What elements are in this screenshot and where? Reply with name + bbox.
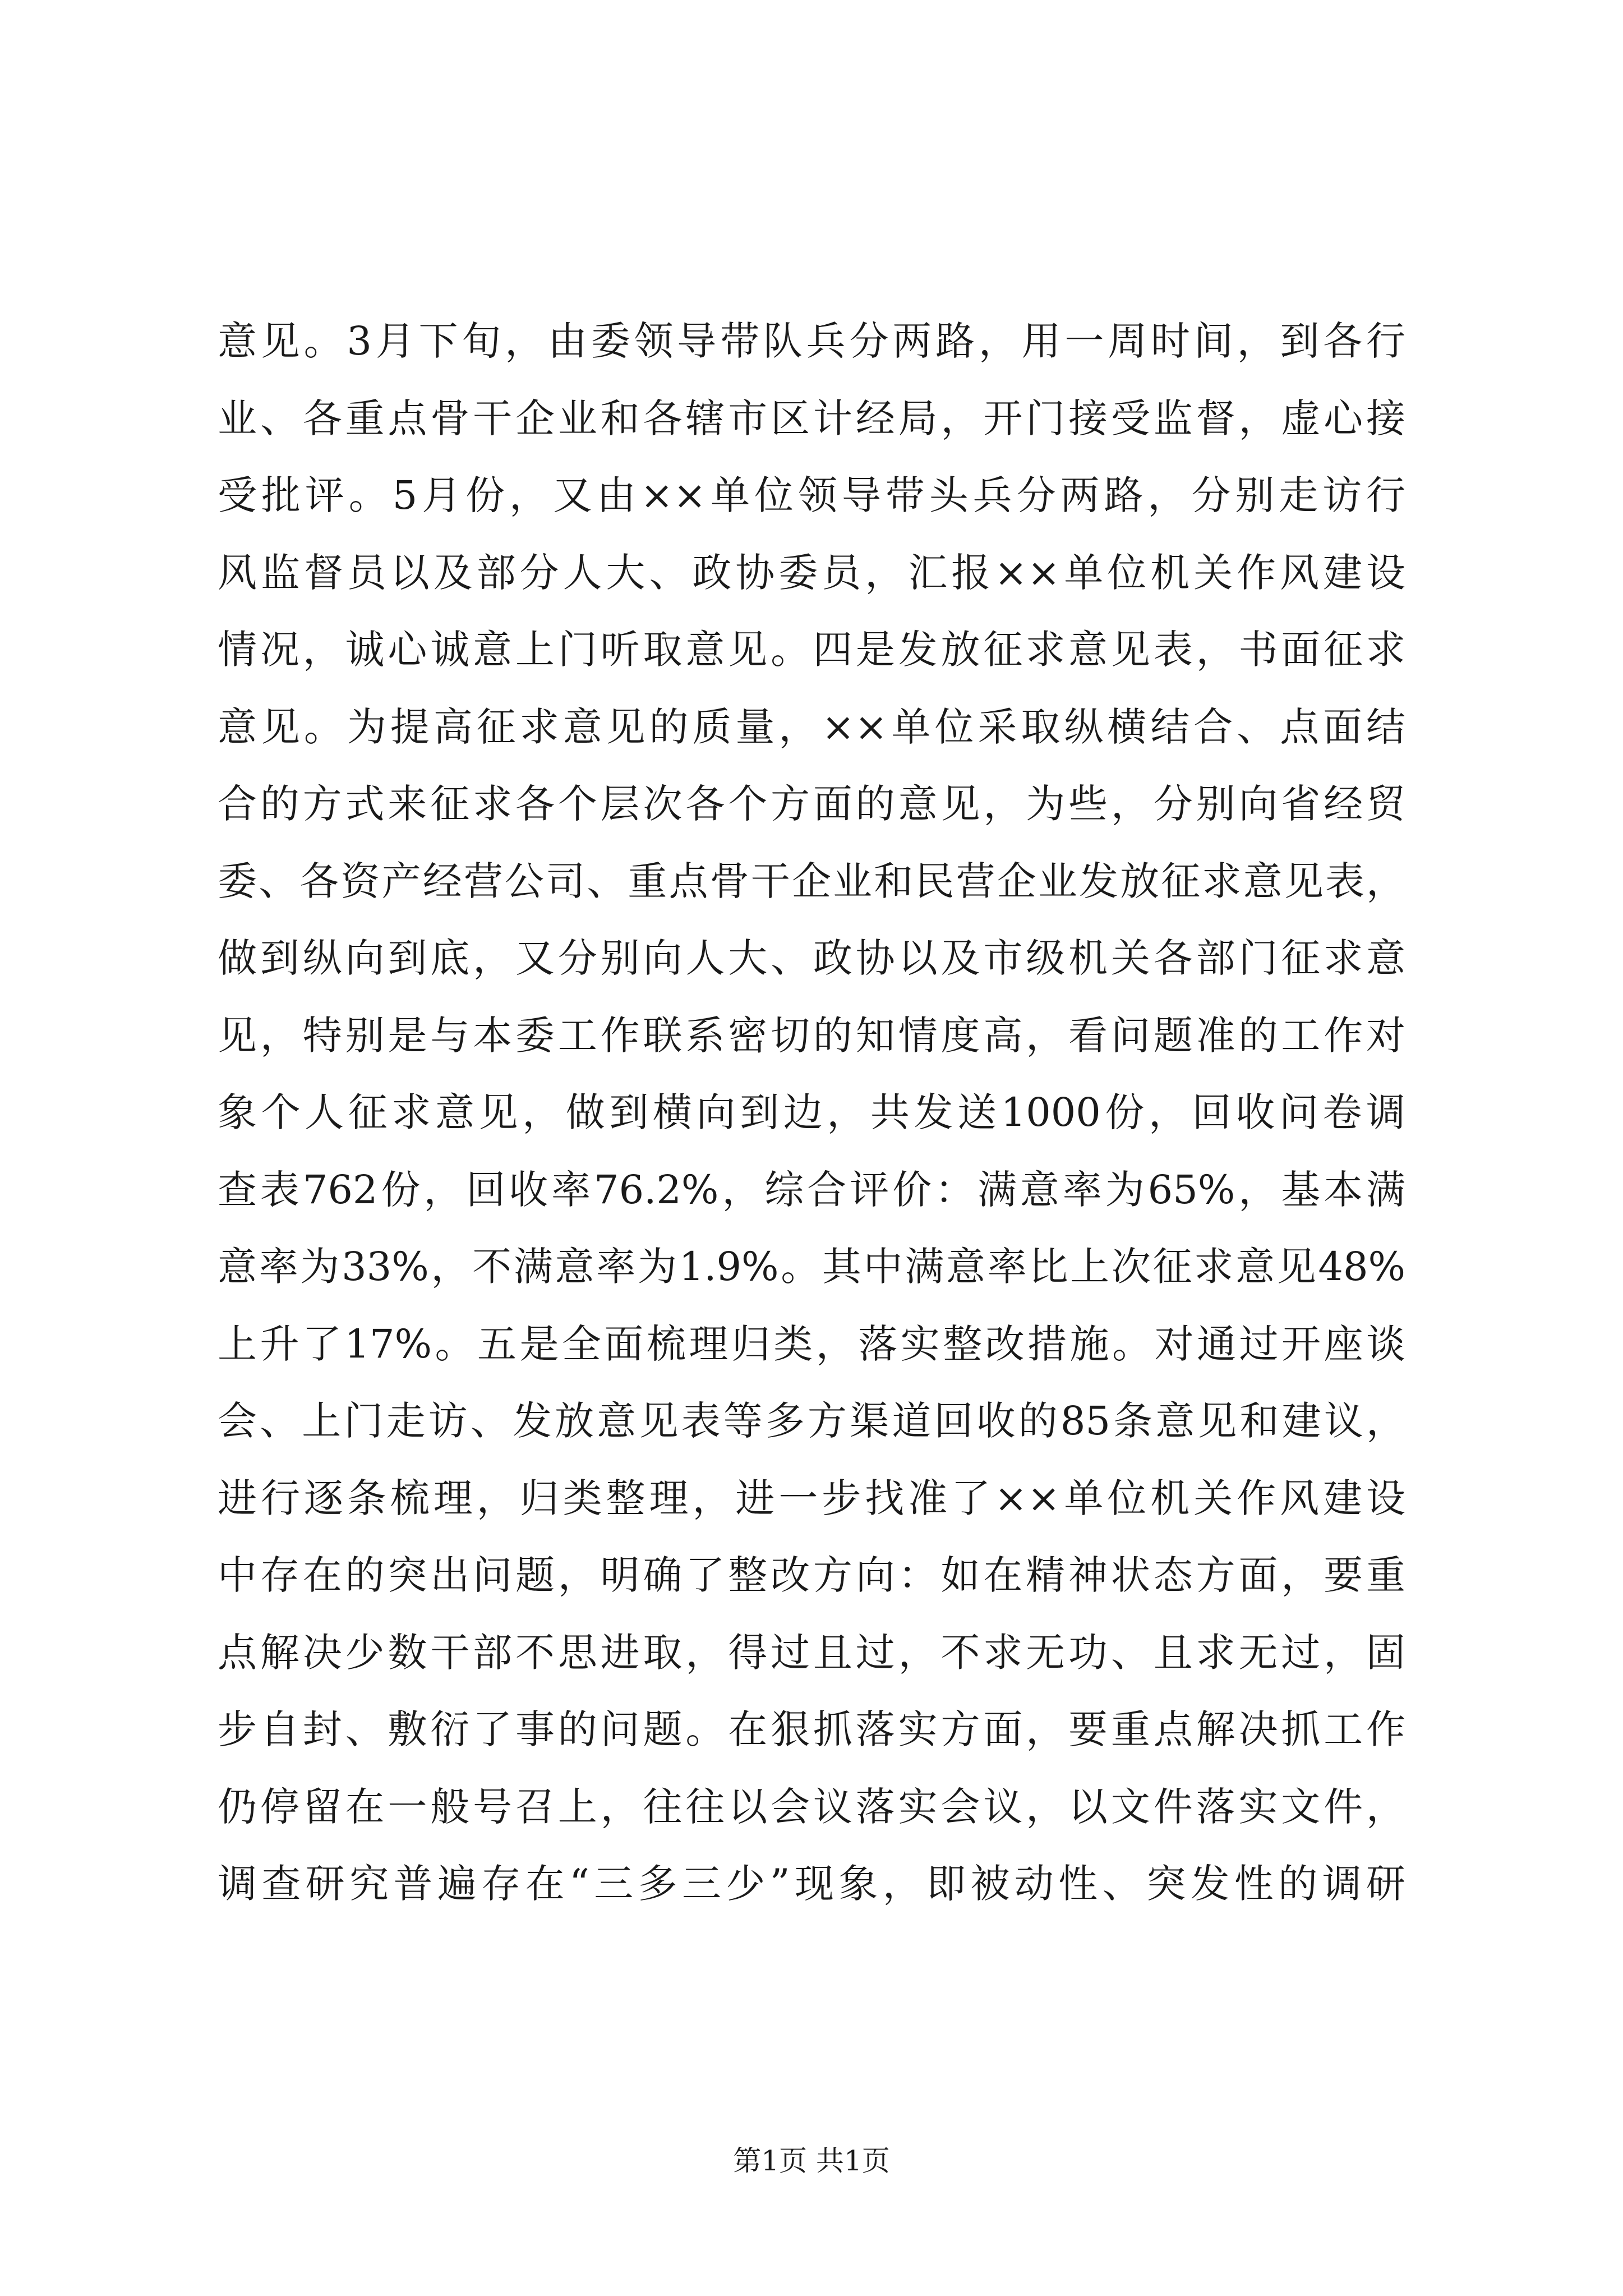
text-line: 意见。3月下旬，由委领导带队兵分两路，用一周时间，到各行 bbox=[218, 318, 1405, 364]
text-line: 步自封、敷衍了事的问题。在狠抓落实方面，要重点解决抓工作 bbox=[218, 1706, 1405, 1752]
text-line: 见，特别是与本委工作联系密切的知情度高，看问题准的工作对 bbox=[218, 1012, 1405, 1059]
text-line: 调查研究普遍存在“三多三少”现象，即被动性、突发性的调研 bbox=[218, 1861, 1405, 1907]
text-line: 上升了17%。五是全面梳理归类，落实整改措施。对通过开座谈 bbox=[218, 1320, 1405, 1367]
text-line: 委、各资产经营公司、重点骨干企业和民营企业发放征求意见表， bbox=[218, 858, 1405, 904]
text-line: 仍停留在一般号召上，往往以会议落实会议，以文件落实文件， bbox=[218, 1783, 1405, 1830]
text-line: 意见。为提高征求意见的质量，××单位采取纵横结合、点面结 bbox=[218, 703, 1405, 750]
text-line: 查表762份，回收率76.2%，综合评价：满意率为65%，基本满 bbox=[218, 1166, 1405, 1213]
text-line: 象个人征求意见，做到横向到边，共发送1000份，回收问卷调 bbox=[218, 1089, 1405, 1135]
text-line: 会、上门走访、发放意见表等多方渠道回收的85条意见和建议， bbox=[218, 1398, 1405, 1444]
text-line: 业、各重点骨干企业和各辖市区计经局，开门接受监督，虚心接 bbox=[218, 395, 1405, 441]
page-footer bbox=[0, 2138, 1623, 2183]
text-line: 做到纵向到底，又分别向人大、政协以及市级机关各部门征求意 bbox=[218, 935, 1405, 981]
text-line: 风监督员以及部分人大、政协委员，汇报××单位机关作风建设 bbox=[218, 549, 1405, 596]
text-line: 受批评。5月份，又由××单位领导带头兵分两路，分别走访行 bbox=[218, 472, 1405, 518]
text-line: 合的方式来征求各个层次各个方面的意见，为些，分别向省经贸 bbox=[218, 781, 1405, 827]
text-line: 点解决少数干部不思进取，得过且过，不求无功、且求无过，固 bbox=[218, 1629, 1405, 1676]
text-line: 意率为33%，不满意率为1.9%。其中满意率比上次征求意见48% bbox=[218, 1244, 1405, 1290]
text-line: 中存在的突出问题，明确了整改方向：如在精神状态方面，要重 bbox=[218, 1552, 1405, 1598]
body-paragraph bbox=[218, 303, 1405, 1923]
page-number-label: 第1页 共1页 bbox=[733, 2145, 890, 2177]
text-line: 情况，诚心诚意上门听取意见。四是发放征求意见表，书面征求 bbox=[218, 627, 1405, 673]
text-line: 进行逐条梳理，归类整理，进一步找准了××单位机关作风建设 bbox=[218, 1475, 1405, 1521]
